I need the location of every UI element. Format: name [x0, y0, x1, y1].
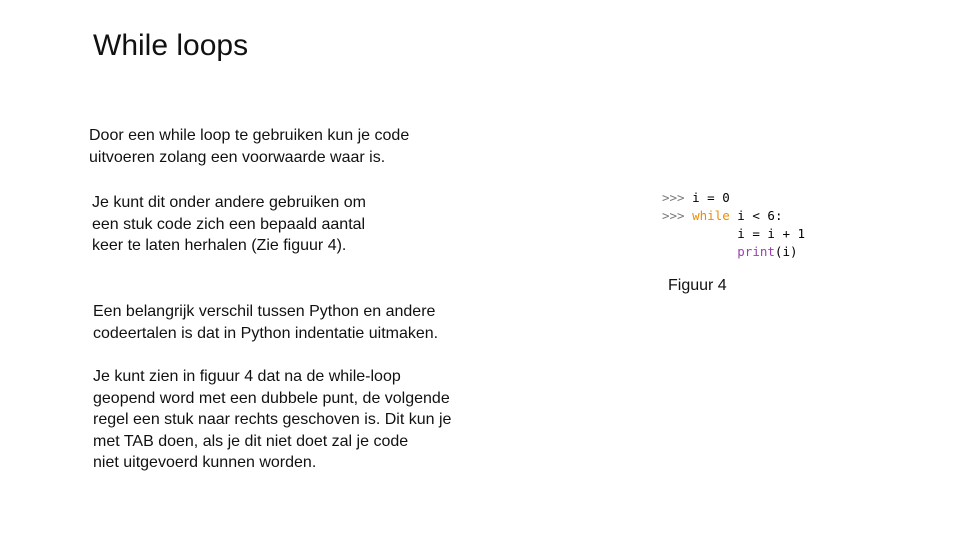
code-paren-open: (	[774, 244, 783, 260]
paragraph-line: met TAB doen, als je dit niet doet zal je code	[93, 432, 409, 450]
code-operator: =	[707, 190, 715, 205]
code-var: i	[692, 190, 700, 205]
code-number: 1	[797, 226, 806, 242]
code-var: i	[782, 244, 790, 260]
paragraph-line: codeertalen is dat in Python indentatie uitmaken.	[93, 324, 439, 342]
code-operator: =	[752, 226, 760, 242]
paragraph-explanation	[93, 366, 451, 474]
figure-caption: Figuur 4	[668, 277, 727, 294]
paragraph-line: uitvoeren zolang een voorwaarde waar is.	[89, 148, 386, 166]
paragraph-line: keer te laten herhalen (Zie figuur 4).	[92, 237, 347, 254]
paragraph-line: Een belangrijk verschil tussen Python en andere	[93, 303, 436, 320]
code-var: i	[737, 226, 745, 242]
paragraph-line: niet uitgevoerd kunnen worden.	[93, 454, 317, 471]
code-number: 0	[722, 190, 730, 205]
paragraph-indentation	[93, 301, 438, 344]
code-figure	[662, 189, 822, 263]
paragraph-usage	[92, 192, 366, 257]
code-colon: :	[774, 208, 783, 224]
paragraph-line: Je kunt zien in figuur 4 dat na de while-loop	[93, 368, 401, 385]
paragraph-intro	[89, 125, 409, 168]
code-builtin: print	[737, 244, 775, 260]
paragraph-line: geopend word met een dubbele punt, de volgende	[93, 389, 450, 407]
code-var: i	[737, 208, 745, 224]
paragraph-line: een stuk code zich een bepaald aantal	[92, 215, 366, 233]
code-paren-close: )	[789, 244, 798, 260]
code-operator: +	[782, 226, 790, 242]
code-number: 6	[767, 208, 775, 224]
code-var: i	[767, 226, 775, 242]
paragraph-line: Door een while loop te gebruiken kun je code	[89, 127, 410, 144]
paragraph-line: Je kunt dit onder andere gebruiken om	[92, 194, 366, 211]
code-prompt: >>>	[662, 190, 685, 205]
code-prompt: >>>	[662, 208, 685, 224]
slide-title: While loops	[93, 29, 249, 62]
code-operator: <	[752, 208, 760, 224]
code-keyword: while	[692, 208, 730, 224]
code-block	[662, 189, 822, 261]
paragraph-line: regel een stuk naar rechts geschoven is. Dit kun je	[93, 411, 452, 428]
